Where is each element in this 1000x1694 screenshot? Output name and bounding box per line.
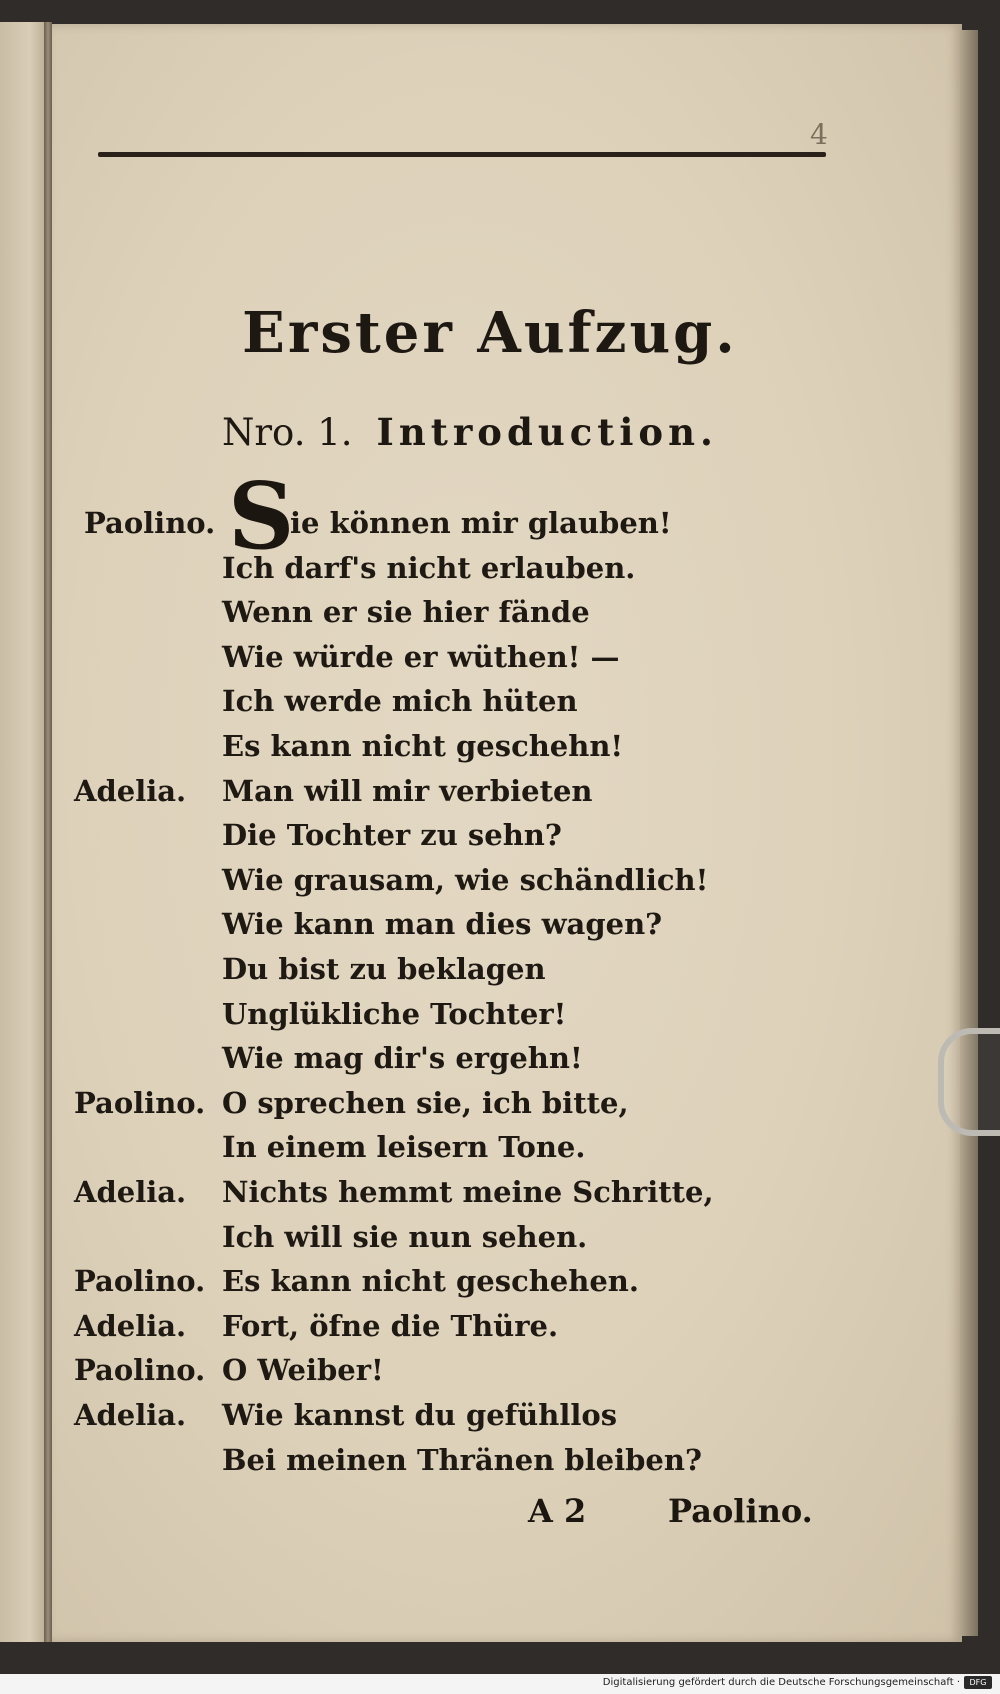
act-title: Erster Aufzug. (242, 300, 738, 366)
speaker-name: Paolino. (74, 1264, 206, 1298)
speaker-name: Paolino. (74, 1353, 206, 1387)
speaker-name: Paolino. (84, 506, 216, 540)
speaker-name: Adelia. (74, 1309, 187, 1343)
verse-line: Man will mir verbieten (222, 774, 593, 808)
verse-line: Ich darf's nicht erlauben. (222, 551, 636, 585)
verse-line: Wie würde er wüthen! — (222, 640, 620, 674)
scene-heading (222, 410, 718, 454)
verse-line: Es kann nicht geschehen. (222, 1264, 639, 1298)
verse-line: Wie mag dir's ergehn! (222, 1041, 583, 1075)
verse-line: Unglükliche Tochter! (222, 997, 567, 1031)
verse-line: Wie kannst du gefühllos (222, 1398, 618, 1432)
verse-line: O Weiber! (222, 1353, 384, 1387)
verse-line: Nichts hemmt meine Schritte, (222, 1175, 714, 1209)
verse-line: In einem leisern Tone. (222, 1130, 586, 1164)
verse-line: Du bist zu beklagen (222, 952, 546, 986)
header-rule (98, 152, 826, 157)
speaker-name: Adelia. (74, 774, 187, 808)
scene-number: Nro. 1. (222, 411, 353, 454)
book-gutter (44, 22, 52, 1642)
verse-line: Wie grausam, wie schändlich! (222, 863, 709, 897)
page-edge (960, 30, 978, 1636)
verse-line: ie können mir glauben! (290, 506, 672, 540)
page-clip (938, 1028, 1000, 1136)
speaker-name: Adelia. (74, 1398, 187, 1432)
verse-line: Bei meinen Thränen bleiben? (222, 1443, 702, 1477)
verse-line: Es kann nicht geschehn! (222, 729, 624, 763)
dfg-logo: DFG (964, 1676, 992, 1689)
page-number: 4 (810, 118, 828, 151)
facing-page-edge (0, 22, 50, 1642)
verse-line: Ich will sie nun sehen. (222, 1220, 588, 1254)
verse-line: Fort, öfne die Thüre. (222, 1309, 559, 1343)
verse-line: Die Tochter zu sehn? (222, 818, 562, 852)
speaker-name: Paolino. (74, 1086, 206, 1120)
verse-line: O sprechen sie, ich bitte, (222, 1086, 629, 1120)
verse-line: Wenn er sie hier fände (222, 595, 590, 629)
verse-line: Wie kann man dies wagen? (222, 907, 663, 941)
catchword: Paolino. (668, 1492, 813, 1530)
digitization-notice: Digitalisierung gefördert durch die Deutsche Forschungsgemeinschaft · (602, 1677, 960, 1688)
speaker-name: Adelia. (74, 1175, 187, 1209)
scene-label: Introduction. (376, 410, 718, 454)
signature-mark: A 2 (528, 1492, 587, 1530)
verse-line: Ich werde mich hüten (222, 684, 578, 718)
drop-cap: S (228, 462, 295, 570)
